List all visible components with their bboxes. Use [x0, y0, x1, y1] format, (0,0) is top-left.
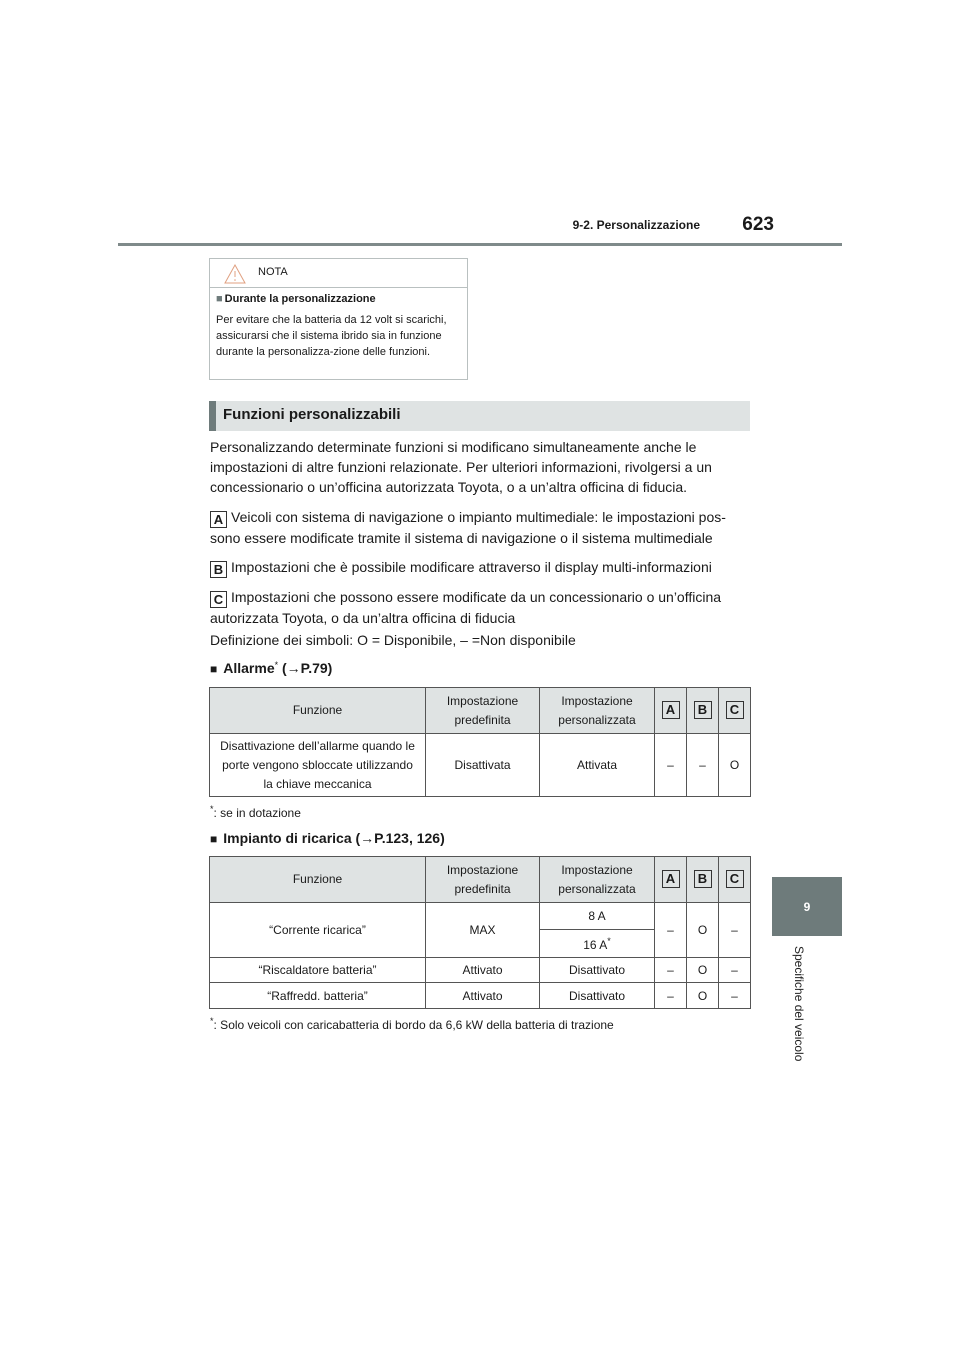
notice-title: ■ Durante la personalizzazione: [216, 293, 376, 305]
default-cell: Attivato: [426, 983, 540, 1009]
c-cell: –: [719, 958, 751, 983]
col-a: A: [655, 688, 687, 734]
c-cell: –: [719, 903, 751, 958]
table-row: [210, 903, 751, 930]
notice-text: Per evitare che la batteria da 12 volt si scarichi, assicurarsi che il sistema ibrido sia in funzione durante la personalizza-zione delle funzioni.: [216, 314, 447, 358]
section-accent: [209, 401, 216, 431]
symbol-legend: Definizione dei simboli: O = Disponibile, – =Non disponibile: [210, 632, 576, 648]
default-cell: Disattivata: [426, 734, 540, 797]
c-cell: –: [719, 983, 751, 1009]
table-row: [210, 958, 751, 983]
alarm-heading: ■ Allarme* (→P.79): [210, 660, 333, 676]
col-b: B: [687, 857, 719, 903]
table-header-row: [210, 688, 751, 734]
col-predefinita: Impostazione predefinita: [426, 857, 540, 903]
badge-c: C: [210, 591, 227, 608]
notice-header: [210, 259, 467, 288]
col-c: C: [719, 688, 751, 734]
function-cell: “Riscaldatore batteria”: [210, 958, 426, 983]
col-b: B: [687, 688, 719, 734]
function-cell: Disattivazione dell’allarme quando le porte vengono sbloccate utilizzando la chiave meccanica: [210, 734, 426, 797]
col-predefinita: Impostazione predefinita: [426, 688, 540, 734]
table-header-row: [210, 857, 751, 903]
custom-cell: 8 A: [540, 903, 655, 930]
col-funzione: Funzione: [210, 857, 426, 903]
col-a: A: [655, 857, 687, 903]
charging-table: [209, 856, 751, 1009]
function-cell: “Raffredd. batteria”: [210, 983, 426, 1009]
notice-label: NOTA: [258, 266, 288, 278]
legend-item-c: C Impostazioni che possono essere modificate da un concessionario o un’officina autorizzata Toyota, o da un’altra officina di fiducia: [210, 589, 722, 626]
table-row: [210, 734, 751, 797]
b-cell: –: [687, 734, 719, 797]
a-cell: –: [655, 983, 687, 1009]
a-cell: –: [655, 903, 687, 958]
b-cell: O: [687, 983, 719, 1009]
intro-paragraph: Personalizzando determinate funzioni si modificano simultaneamente anche le impostazioni di altre funzioni relazionate. Per ulteriori informazioni, rivolgersi a un concessionario o un’officina autorizzata Toyota, o a un’altra officina di fiducia.: [210, 439, 712, 495]
a-cell: –: [655, 734, 687, 797]
table-row: [210, 983, 751, 1009]
a-cell: –: [655, 958, 687, 983]
custom-cell: Disattivato: [540, 983, 655, 1009]
alarm-table: [209, 687, 751, 797]
chapter-number: 9: [803, 899, 811, 914]
col-funzione: Funzione: [210, 688, 426, 734]
function-cell: “Corrente ricarica”: [210, 903, 426, 958]
warning-icon: [224, 264, 246, 284]
charging-heading: ■ Impianto di ricarica (→P.123, 126): [210, 830, 445, 846]
section-heading-bar: [209, 401, 750, 431]
b-cell: O: [687, 903, 719, 958]
col-personalizzata: Impostazione personalizzata: [540, 857, 655, 903]
col-personalizzata: Impostazione personalizzata: [540, 688, 655, 734]
c-cell: O: [719, 734, 751, 797]
header-rule: [118, 243, 842, 246]
default-cell: Attivato: [426, 958, 540, 983]
col-c: C: [719, 857, 751, 903]
chapter-tab: [772, 877, 842, 936]
badge-a: A: [210, 511, 227, 528]
square-bullet-icon: ■: [210, 832, 218, 846]
badge-b: B: [210, 561, 227, 578]
custom-cell: Disattivato: [540, 958, 655, 983]
section-heading: Funzioni personalizzabili: [223, 406, 401, 423]
legend-item-a: A Veicoli con sistema di navigazione o impianto multimediale: le impostazioni pos-sono essere modificate tramite il sistema di navigazione o il sistema multimediale: [210, 509, 726, 546]
section-title: 9-2. Personalizzazione: [572, 218, 700, 232]
square-bullet-icon: ■: [210, 662, 218, 676]
legend-item-b: B Impostazioni che è possibile modificare attraverso il display multi-informazioni: [210, 557, 755, 578]
custom-cell: 16 A*: [540, 930, 655, 958]
default-cell: MAX: [426, 903, 540, 958]
charging-footnote: *: Solo veicoli con caricabatteria di bordo da 6,6 kW della batteria di trazione: [210, 1016, 614, 1032]
square-bullet-icon: ■: [216, 293, 223, 305]
custom-cell: Attivata: [540, 734, 655, 797]
notice-box: [209, 258, 468, 380]
page-number: 623: [742, 214, 774, 235]
b-cell: O: [687, 958, 719, 983]
chapter-title: Specifiche del veicolo: [792, 946, 806, 1062]
alarm-footnote: *: se in dotazione: [210, 804, 301, 820]
